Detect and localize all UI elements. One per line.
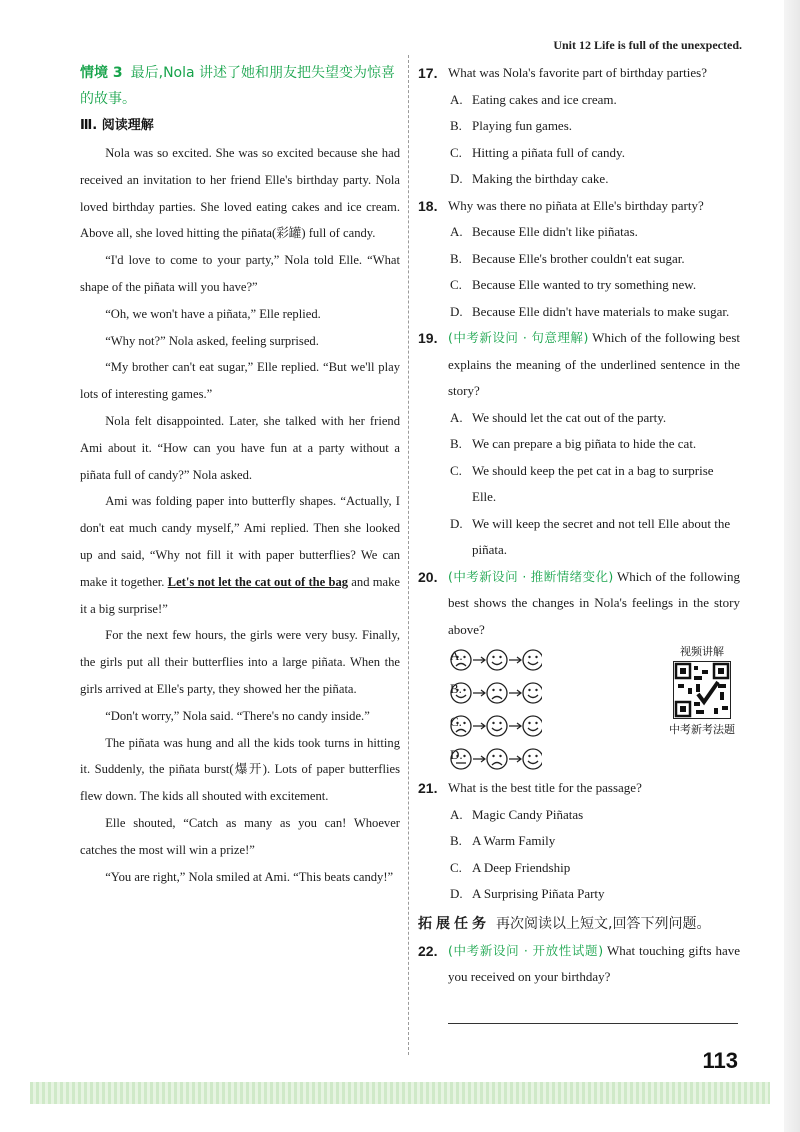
passage-paragraph: For the next few hours, the girls were very busy. Finally, the girls put all their butterflies into a large piñata. When the girls arrived at Elle's party, they showed her the piñata.: [80, 628, 400, 696]
passage-paragraph: “Oh, we won't have a piñata,” Elle replied.: [105, 306, 321, 321]
option-text: Eating cakes and ice cream.: [472, 91, 617, 107]
option-text: Making the birthday cake.: [472, 171, 609, 186]
passage-paragraph: [80, 488, 400, 622]
option-letter: A.: [450, 409, 463, 425]
arrow-icon: [509, 723, 521, 729]
option-d[interactable]: [418, 742, 740, 775]
option-a[interactable]: [418, 87, 740, 114]
option-letter: C.: [450, 144, 462, 160]
passage-paragraph: The piñata was hung and all the kids took turns in hitting it. Suddenly, the piñata burst(爆开). Lots of paper butterflies flew down. The kids all shouted with excitement.: [80, 735, 400, 804]
option-text: Hitting a piñata full of candy.: [472, 144, 625, 160]
reading-passage: [80, 140, 400, 890]
scene-tag: 情境 3: [80, 65, 123, 81]
arrow-icon: [509, 690, 521, 696]
question-stem: What is the best title for the passage?: [448, 780, 642, 795]
question-stem: Which of the following best shows the changes in Nola's feelings in the story above?: [448, 568, 740, 637]
option-letter: A.: [450, 648, 463, 663]
happy-face-icon: [487, 650, 507, 670]
scene-intro: [80, 60, 400, 112]
page-number: 113: [702, 1048, 738, 1073]
question-21: [418, 775, 740, 908]
question-17: [418, 60, 740, 193]
option-letter: A.: [450, 224, 463, 239]
question-22: [418, 938, 740, 1024]
arrow-icon: [473, 690, 485, 696]
page-edge: [784, 0, 800, 1132]
option-text: Because Elle's brother couldn't eat sugar.: [472, 250, 685, 266]
option-text: We should let the cat out of the party.: [472, 409, 667, 425]
qr-caption-bottom: 中考新考法题: [669, 723, 735, 736]
option-text: A Deep Friendship: [472, 859, 571, 875]
arrow-icon: [509, 756, 521, 762]
passage-paragraph: “I'd love to come to your party,” Nola told Elle. “What shape of the piñata will you have?”: [80, 253, 400, 294]
option-text: Playing fun games.: [472, 118, 573, 133]
option-letter: C.: [450, 462, 462, 478]
passage-paragraph: “Don't worry,” Nola said. “There's no candy inside.”: [105, 708, 370, 723]
sad-face-icon: [487, 683, 507, 703]
question-stem: Which of the following best explains the meaning of the underlined sentence in the story?: [448, 330, 740, 398]
option-text: Because Elle didn't have materials to make sugar.: [472, 303, 730, 319]
option-b[interactable]: [418, 431, 740, 458]
passage-paragraph: Elle shouted, “Catch as many as you can! Whoever catches the most will win a prize!”: [80, 815, 400, 857]
option-b[interactable]: [418, 246, 740, 273]
option-c[interactable]: [418, 855, 740, 882]
passage-paragraph: Nola was so excited. She was so excited because she had received an invitation to her friend Elle's birthday party. Nola loved birthday parties. She loved eating cakes and ice cream. Above all, she loved hitting the piñata(彩罐) full of candy.: [80, 146, 400, 241]
happy-face-icon: [487, 716, 507, 736]
question-tag: (中考新设问 · 开放性试题): [448, 942, 604, 958]
arrow-icon: [473, 657, 485, 663]
question-18: [418, 193, 740, 326]
option-letter: D.: [450, 171, 463, 186]
option-text: Because Elle didn't like piñatas.: [472, 224, 638, 239]
option-d[interactable]: [418, 511, 740, 564]
option-letter: B.: [450, 681, 462, 696]
option-letter: C.: [450, 277, 462, 292]
option-d[interactable]: [418, 299, 740, 326]
video-qr-block[interactable]: [660, 643, 744, 737]
option-a[interactable]: [418, 405, 740, 432]
option-letter: D.: [450, 515, 463, 531]
option-text: A Surprising Piñata Party: [472, 886, 605, 901]
option-letter: B.: [450, 436, 462, 451]
question-stem: What touching gifts have you received on your birthday?: [448, 942, 740, 984]
decorative-band: [30, 1082, 770, 1104]
option-text: Magic Candy Piñatas: [472, 806, 584, 822]
option-text: Because Elle wanted to try something new.: [472, 277, 697, 292]
answer-line[interactable]: [448, 1023, 738, 1024]
section-title: Ⅲ. 阅读理解: [80, 118, 154, 133]
question-tag: (中考新设问 · 推断情绪变化): [448, 568, 614, 584]
option-c[interactable]: [418, 140, 740, 167]
question-tag: (中考新设问 · 句意理解): [448, 330, 589, 345]
option-letter: C.: [450, 859, 462, 875]
qr-caption-top: 视频讲解: [680, 645, 724, 658]
option-letter: B.: [450, 118, 462, 133]
question-stem: What was Nola's favorite part of birthday parties?: [448, 65, 707, 80]
arrow-icon: [473, 756, 485, 762]
arrow-icon: [473, 723, 485, 729]
task-tag: 拓展任务: [418, 915, 490, 932]
option-text: We should keep the pet cat in a bag to surprise Elle.: [472, 462, 714, 504]
passage-paragraph: Nola felt disappointed. Later, she talked with her friend Ami about it. “How can you have fun at a party without a piñata full of candy?” Nola asked.: [80, 413, 400, 482]
option-text: We can prepare a big piñata to hide the cat.: [472, 436, 697, 451]
happy-face-icon: [523, 683, 542, 703]
happy-face-icon: [523, 716, 542, 736]
question-number: 20.: [418, 568, 438, 585]
question-number: 22.: [418, 942, 438, 959]
qr-code-icon[interactable]: [673, 661, 731, 719]
option-letter: B.: [450, 833, 462, 848]
option-letter: A.: [450, 91, 463, 107]
passage-text: Ami was folding paper into butterfly shapes. “Actually, I don't eat much candy myself,” Ami replied. Then she looked up and said, “Why not fill it with paper butterflies? We can make it together.: [80, 494, 400, 589]
option-text: We will keep the secret and not tell Elle about the piñata.: [472, 515, 731, 557]
underlined-sentence: Let's not let the cat out of the bag: [167, 574, 349, 589]
option-a[interactable]: [418, 802, 740, 829]
sad-face-icon: [487, 749, 507, 769]
happy-face-icon: [523, 650, 542, 670]
left-column: [80, 60, 400, 890]
option-b[interactable]: [418, 113, 740, 140]
passage-text: and make it a big surprise!”: [80, 574, 400, 616]
option-text: A Warm Family: [472, 833, 556, 848]
option-letter: A.: [450, 806, 463, 822]
question-19: [418, 325, 740, 564]
task-text: 再次阅读以上短文,回答下列问题。: [496, 915, 711, 932]
passage-paragraph: “Why not?” Nola asked, feeling surprised.: [105, 333, 319, 348]
question-stem: Why was there no piñata at Elle's birthday party?: [448, 197, 704, 213]
option-c[interactable]: [418, 458, 740, 511]
question-number: 19.: [418, 330, 438, 346]
running-header: Unit 12 Life is full of the unexpected.: [553, 38, 742, 52]
option-letter: D.: [450, 886, 463, 901]
option-a[interactable]: [418, 219, 740, 246]
option-b[interactable]: [418, 828, 740, 855]
option-letter: D.: [450, 747, 463, 762]
scene-text: 最后,Nola 讲述了她和朋友把失望变为惊喜的故事。: [80, 65, 396, 107]
happy-face-icon: [523, 749, 542, 769]
question-number: 17.: [418, 65, 438, 81]
arrow-icon: [509, 657, 521, 663]
passage-paragraph: “You are right,” Nola smiled at Ami. “This beats candy!”: [105, 869, 394, 884]
option-letter: B.: [450, 250, 462, 266]
question-number: 21.: [418, 780, 438, 796]
question-number: 18.: [418, 197, 438, 214]
extension-task: [418, 910, 740, 938]
right-column: [418, 60, 740, 1024]
option-letter: C.: [450, 714, 462, 729]
passage-paragraph: “My brother can't eat sugar,” Elle replied. “But we'll play lots of interesting games.”: [80, 360, 400, 402]
column-divider: [408, 55, 409, 1055]
question-20: [418, 564, 740, 776]
option-letter: D.: [450, 303, 463, 319]
option-c[interactable]: [418, 272, 740, 299]
option-d[interactable]: [418, 881, 740, 908]
option-d[interactable]: [418, 166, 740, 193]
